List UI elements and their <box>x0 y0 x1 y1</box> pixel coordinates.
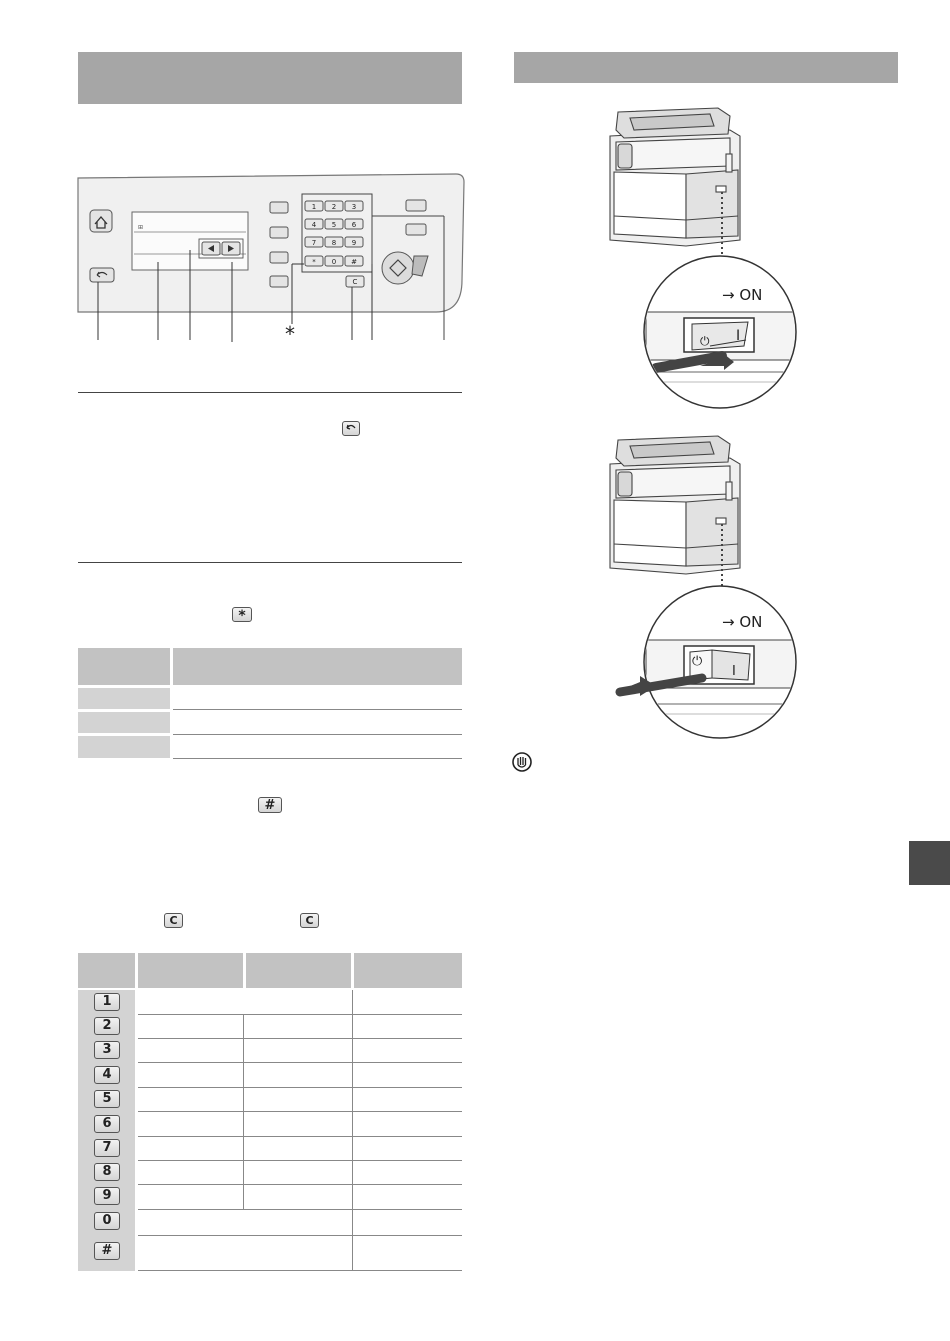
key-table-row-line <box>138 1160 462 1161</box>
key-table-key-6: 6 <box>94 1115 120 1133</box>
svg-text:3: 3 <box>351 203 357 211</box>
back-arrow-icon <box>344 422 358 434</box>
mode-table-row-2 <box>78 712 170 733</box>
switch-off-symbol-2: ⏻ <box>692 654 703 669</box>
push-arrow-2 <box>612 664 712 704</box>
key-table-key-1: 1 <box>94 993 120 1011</box>
svg-text:5: 5 <box>331 221 337 229</box>
svg-text:C: C <box>352 278 358 286</box>
key-table-key-5: 5 <box>94 1090 120 1108</box>
start-button <box>382 252 414 284</box>
svg-text:#: # <box>351 258 357 266</box>
mode-table-row-1 <box>78 688 170 709</box>
svg-text:8: 8 <box>331 239 337 247</box>
key-table-row-line <box>138 1209 462 1210</box>
svg-text:0: 0 <box>331 258 337 266</box>
key-table-key-2: 2 <box>94 1017 120 1035</box>
key-table-row-line <box>138 1136 462 1137</box>
key-table-key-7: 7 <box>94 1139 120 1157</box>
clear-key-inline-1: C <box>164 913 183 928</box>
key-table-row-line <box>138 1235 462 1236</box>
key-table-divider <box>352 990 353 1270</box>
key-table-row-line <box>138 1038 462 1039</box>
back-key <box>90 268 114 282</box>
svg-text:9: 9 <box>351 239 357 247</box>
clear-key-inline-2: C <box>300 913 319 928</box>
key-table-row-line <box>138 1014 462 1015</box>
caution-icon <box>512 752 532 772</box>
svg-text:⊞: ⊞ <box>138 224 144 231</box>
key-table-row-line <box>138 1270 462 1271</box>
svg-text:*: * <box>312 258 316 266</box>
key-table-row-line <box>138 1111 462 1112</box>
on-label-bottom: → ON <box>722 613 763 631</box>
key-table-key-8: 8 <box>94 1163 120 1181</box>
svg-text:4: 4 <box>311 221 317 229</box>
switch-on-symbol-2: I <box>732 664 736 679</box>
asterisk-key-inline: * <box>232 607 252 622</box>
printer-body-1 <box>610 108 740 246</box>
key-table-key-3: 3 <box>94 1041 120 1059</box>
printer-power-on-figure-1 <box>600 100 810 416</box>
printer-body-2 <box>610 436 740 574</box>
key-table-key-hash: # <box>94 1242 120 1260</box>
key-table-row-line <box>138 1184 462 1185</box>
key-table-row-line <box>138 1087 462 1088</box>
asterisk-callout: * <box>285 322 295 346</box>
key-table-key-0: 0 <box>94 1212 120 1230</box>
left-section-header-band <box>78 52 462 104</box>
right-section-header-band <box>514 52 898 83</box>
key-table-header-2 <box>246 953 351 988</box>
mode-table-row-3 <box>78 736 170 758</box>
switch-off-symbol-1: ⏻ <box>700 334 710 348</box>
key-table-key-9: 9 <box>94 1187 120 1205</box>
back-key-inline <box>342 421 360 436</box>
chapter-thumb-tab <box>909 841 950 885</box>
svg-text:6: 6 <box>351 221 357 229</box>
mode-table-header-left <box>78 648 170 685</box>
key-table-row-line <box>138 1062 462 1063</box>
key-table-header-3 <box>354 953 462 988</box>
hash-key-inline: # <box>258 797 282 813</box>
key-table-header-1 <box>138 953 243 988</box>
switch-on-symbol-1: I <box>736 328 741 344</box>
section-rule-1 <box>78 392 462 393</box>
svg-text:1: 1 <box>311 203 317 211</box>
svg-text:7: 7 <box>311 239 317 247</box>
key-table-header-0 <box>78 953 135 988</box>
on-label-top: → ON <box>722 286 763 304</box>
control-panel-illustration <box>76 172 466 352</box>
key-table-key-4: 4 <box>94 1066 120 1084</box>
mode-table-header-right <box>173 648 462 685</box>
svg-text:2: 2 <box>331 203 337 211</box>
section-rule-2 <box>78 562 462 563</box>
key-table-divider <box>243 1014 244 1209</box>
home-key <box>90 210 112 232</box>
